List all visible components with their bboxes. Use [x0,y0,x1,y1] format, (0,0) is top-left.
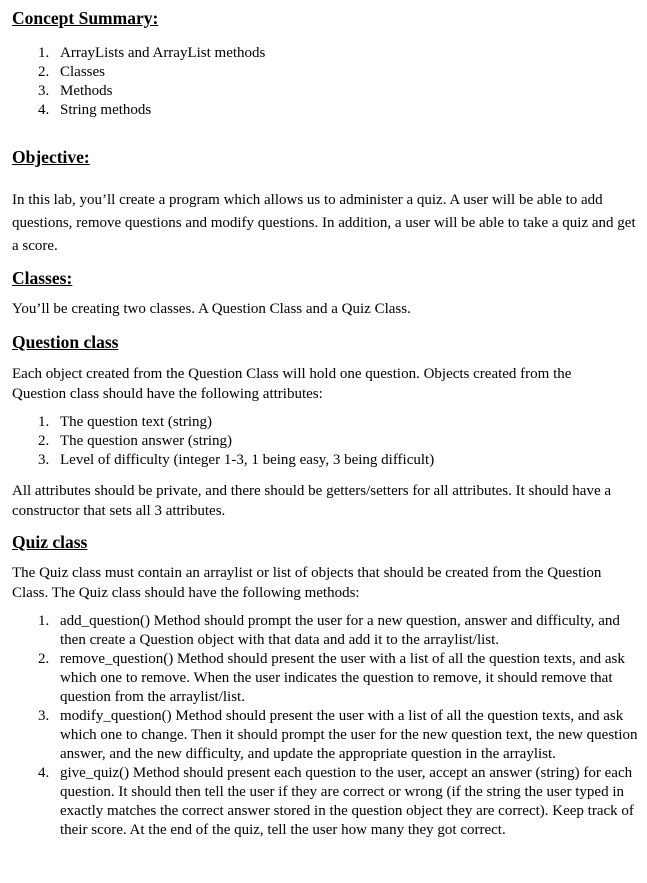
concept-summary-heading: Concept Summary: [12,8,159,28]
list-item: 1. ArrayLists and ArrayList methods [38,45,266,61]
list-item: 4. String methods [38,102,152,118]
question-class-intro: Each object created from the Question Class will hold one question. Objects created from the Question class should have the following attributes: [12,366,572,402]
list-item: 4. give_quiz() Method should present each question to the user, accept an answer (string) for each question. It should then tell the user if they are correct or wrong (if the string the user typed in exactly matches the correct answer stored in the question object they are correct). Keep track of their score. At the end of the quiz, tell the user how many they got correct. [38,765,634,838]
question-attributes-list [38,413,620,470]
list-item: 1. The question text (string) [38,414,213,430]
list-item: 3. Methods [38,83,113,99]
objective-text: In this lab, you’ll create a program which allows us to administer a quiz. A user will be able to add questions, remove questions and modify questions. In addition, a user will be able to take a quiz and get a score. [12,192,636,254]
quiz-class-heading: Quiz class [12,532,88,552]
list-item: 3. modify_question() Method should present the user with a list of all the question texts, and ask which one to change. Then it should prompt the user for the new question text, the new question answer, and the new difficulty, and update the appropriate question in the arraylist. [38,708,638,762]
list-item: 3. Level of difficulty (integer 1-3, 1 being easy, 3 being difficult) [38,452,435,468]
classes-heading: Classes: [12,268,73,288]
concept-summary-list [38,44,620,120]
list-item: 1. add_question() Method should prompt the user for a new question, answer and difficulty, and then create a Question object with that data and add it to the arraylist/list. [38,613,620,648]
list-item: 2. The question answer (string) [38,433,233,449]
quiz-class-intro: The Quiz class must contain an arraylist or list of objects that should be created from the Question Class. The Quiz class should have the following methods: [12,565,602,601]
objective-heading: Objective: [12,147,90,167]
question-class-outro: All attributes should be private, and there should be getters/setters for all attributes. It should have a constructor that sets all 3 attributes. [12,483,612,519]
list-item: 2. remove_question() Method should present the user with a list of all the question texts, and ask which one to remove. When the user indicates the question to remove, it should remove that question from the arraylist/list. [38,651,625,705]
list-item: 2. Classes [38,64,105,80]
question-class-heading: Question class [12,332,119,352]
classes-text: You’ll be creating two classes. A Question Class and a Quiz Class. [12,301,411,317]
quiz-methods-list [38,612,638,840]
